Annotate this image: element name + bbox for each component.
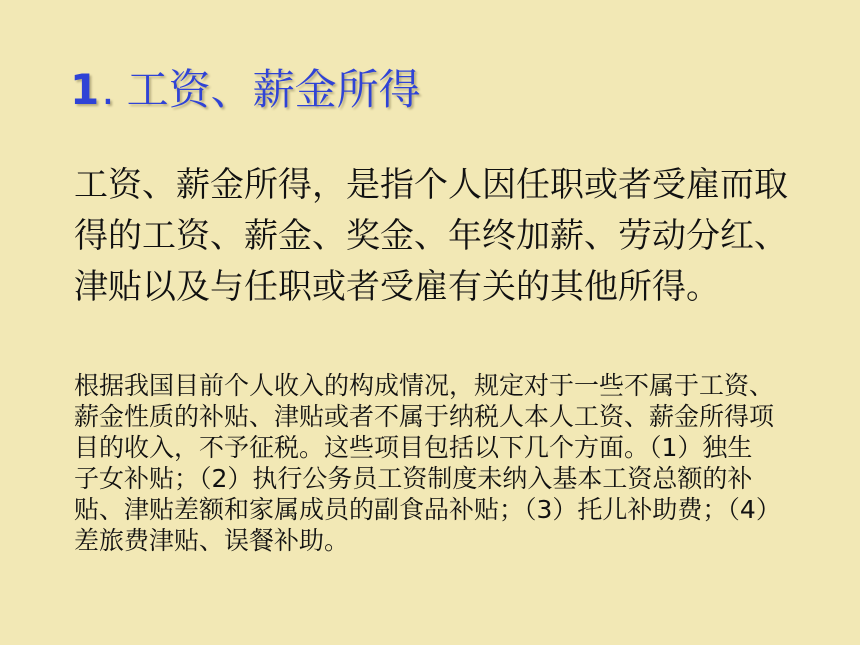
definition-paragraph: 工资、薪金所得，是指个人因任职或者受雇而取得的工资、薪金、奖金、年终加薪、劳动分红、津贴以及与任职或者受雇有关的其他所得。 [74, 165, 788, 307]
title-dot: . [101, 65, 115, 114]
title-text: 工资、薪金所得 [126, 65, 421, 114]
slide-title [70, 62, 421, 118]
exemption-paragraph: 根据我国目前个人收入的构成情况，规定对于一些不属于工资、薪金性质的补贴、津贴或者不属于纳税人本人工资、薪金所得项目的收入，不予征税。这些项目包括以下几个方面。（1）独生子女补贴；（2）执行公务员工资制度未纳入基本工资总额的补贴、津贴差额和家属成员的副食品补贴；（3）托儿补助费；（4）差旅费津贴、误餐补助。 [74, 371, 775, 555]
title-number: 1 [70, 65, 102, 114]
